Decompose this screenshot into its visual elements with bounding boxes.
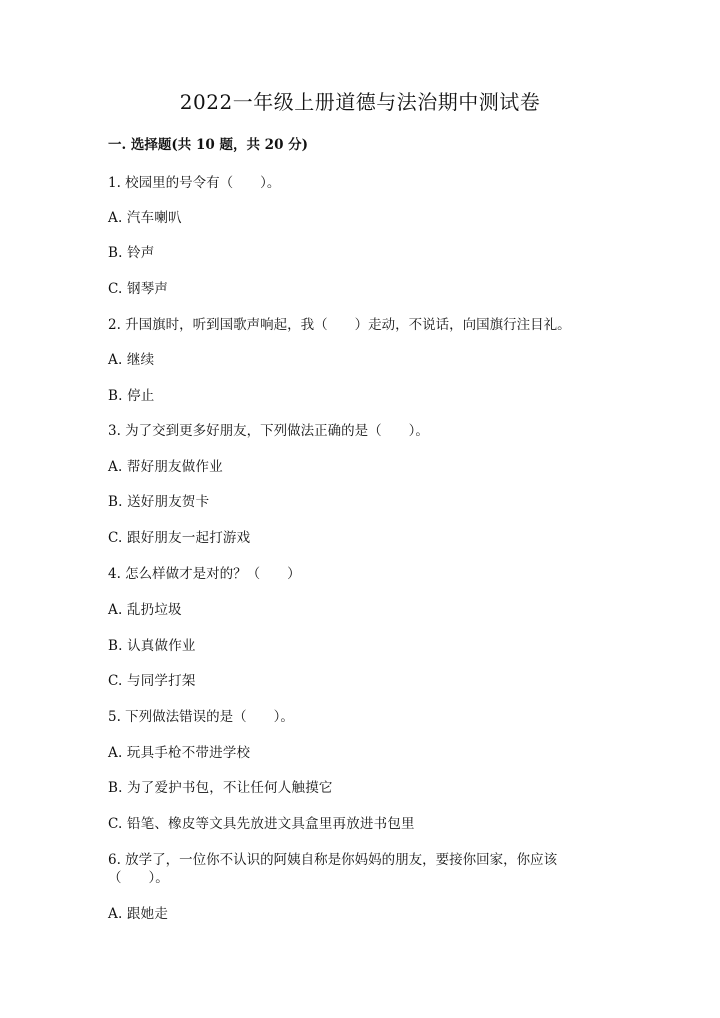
question-3-stem: 3. 为了交到更多好朋友，下列做法正确的是（ ）。 (108, 423, 429, 439)
question-5-option-b: B. 为了爱护书包，不让任何人触摸它 (108, 780, 333, 796)
question-1-option-b: B. 铃声 (108, 245, 155, 261)
question-4-option-c: C. 与同学打架 (108, 673, 196, 689)
question-4-option-b: B. 认真做作业 (108, 638, 196, 654)
question-1-stem: 1. 校园里的号令有（ ）。 (108, 175, 281, 191)
question-4-stem: 4. 怎么样做才是对的？（ ） (108, 566, 301, 582)
question-2-stem: 2. 升国旗时，听到国歌声响起，我（ ）走动，不说话，向国旗行注目礼。 (108, 317, 571, 333)
question-2-option-a: A. 继续 (108, 352, 155, 368)
question-6-stem: 6. 放学了，一位你不认识的阿姨自称是你妈妈的朋友，要接你回家，你应该 (108, 852, 558, 868)
question-3-option-a: A. 帮好朋友做作业 (108, 459, 223, 475)
question-3-option-b: B. 送好朋友贺卡 (108, 494, 210, 510)
question-1-option-c: C. 钢琴声 (108, 281, 169, 297)
question-1-option-a: A. 汽车喇叭 (108, 210, 182, 226)
question-3-option-c: C. 跟好朋友一起打游戏 (108, 530, 251, 546)
question-6-option-a: A. 跟她走 (108, 906, 169, 922)
question-4-option-a: A. 乱扔垃圾 (108, 602, 182, 618)
question-5-option-c: C. 铅笔、橡皮等文具先放进文具盒里再放进书包里 (108, 816, 415, 832)
question-5-stem: 5. 下列做法错误的是（ ）。 (108, 709, 294, 725)
question-2-option-b: B. 停止 (108, 388, 155, 404)
question-5-option-a: A. 玩具手枪不带进学校 (108, 745, 251, 761)
question-6-stem-continued: （ ）。 (108, 870, 169, 886)
section-heading: 一. 选择题(共 10 题，共 20 分) (108, 137, 309, 153)
page-title: 2022一年级上册道德与法治期中测试卷 (179, 90, 541, 114)
